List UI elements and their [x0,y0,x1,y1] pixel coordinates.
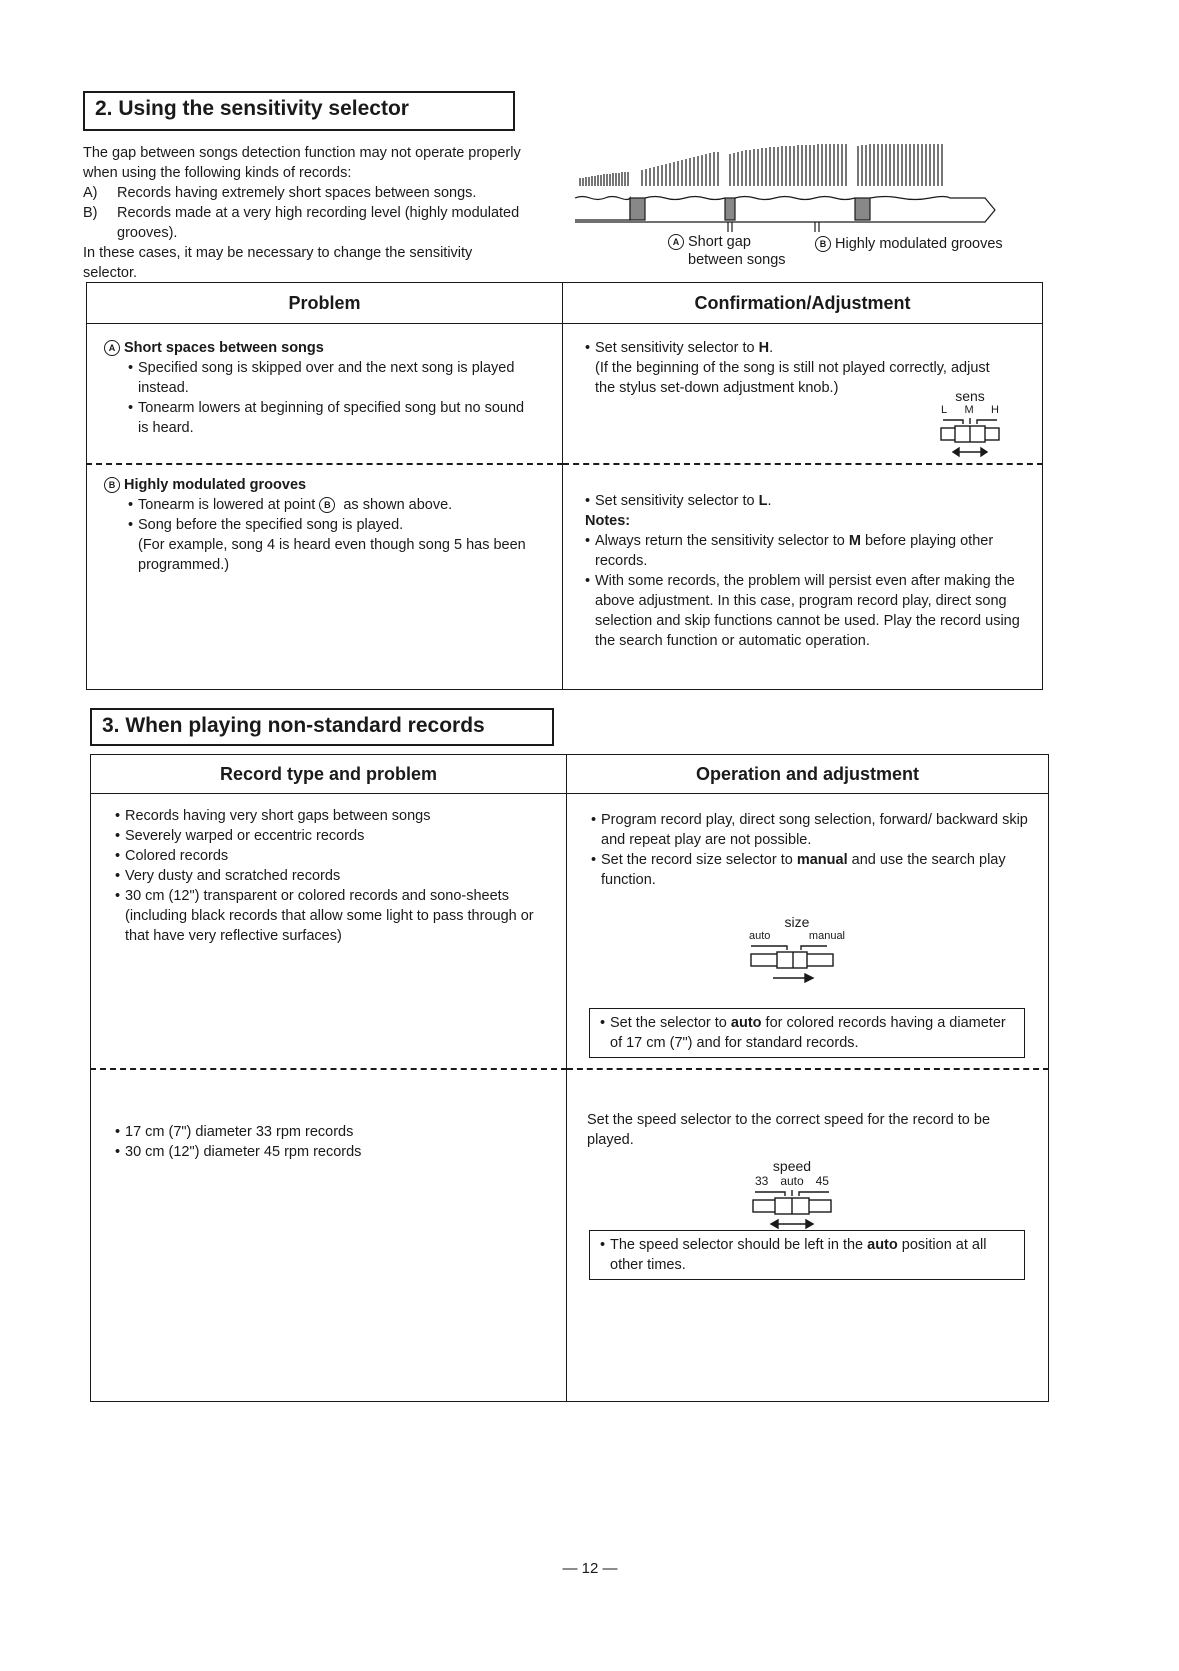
section-2-intro [83,143,523,283]
size-label: size [784,914,810,930]
record-item: • Colored records [115,848,229,864]
box-prefix: Set the selector to [610,1015,731,1031]
record-text: Colored records [125,848,229,864]
problem-a-title: Short spaces between songs [124,340,324,356]
note1-bold: M [848,532,861,549]
diagram-label-b [815,235,1045,253]
groove-lines-mid [642,152,718,186]
record-item: • Severely warped or eccentric records [115,828,365,844]
sens-m: M [964,404,974,416]
size-selector [747,914,847,992]
record-text: Severely warped or eccentric records [125,828,365,844]
size-note-box: • Set the selector to auto for colored records having a diameter of 17 cm (7") and for standard records. [589,1008,1025,1058]
bullet-text: Tonearm lowers at beginning of specified song but no sound is heard. [138,400,525,436]
adjustment-cell-a [563,324,1043,464]
label-b-text: Highly modulated grooves [835,236,1003,252]
speed-label: speed [772,1157,812,1174]
label-a-line2: between songs [688,252,786,268]
problem-b-title-row [104,475,562,495]
adjust-a-suffix: . [769,340,774,356]
record-text: 30 cm (12") transparent or colored records and sono-sheets (including black records that allow some light to pass through or that have very reflective surfaces) [125,888,534,944]
adjust-a-prefix: Set sensitivity selector to [595,340,759,356]
box-suffix: position at all other times. [610,1236,987,1273]
sens-selector [935,388,1005,466]
section-2-title: 2. Using the sensitivity selector [83,91,515,131]
operation-item: • Program record play, direct song selection, forward/ backward skip and repeat play are not possible. [591,812,1028,848]
record-text: 17 cm (7") diameter 33 rpm records [125,1123,354,1140]
sens-h: H [991,404,999,416]
note1-prefix: Always return the sensitivity selector to [595,532,849,549]
speed-note-box: • The speed selector should be left in the auto position at all other times. [589,1230,1025,1280]
adjust-a-line: • Set sensitivity selector to H. [585,340,774,356]
adjust-b-suffix: . [767,492,772,509]
sens-positions [935,404,1005,416]
record-text: Very dusty and scratched records [125,868,341,884]
problem-a-bullet: • Specified song is skipped over and the next song is played instead. [128,358,532,398]
groove-lines-end [858,144,942,186]
sens-switch-icon [935,416,1005,460]
speed-auto: auto [780,1173,804,1188]
note1-suffix: before playing other records. [595,532,994,569]
list-key: B) [83,205,98,221]
op2-suffix: and use the search play function. [601,852,1006,888]
col-header-problem: Problem [87,283,563,324]
size-positions [747,930,847,942]
operation-text: Program record play, direct song selection, forward/ backward skip and repeat play are not possible. [601,812,1028,848]
list-text: Records having extremely short spaces between songs. [117,185,477,201]
circled-a-icon: A [104,340,120,356]
record-item: • Very dusty and scratched records [115,868,341,884]
operation-item: • Set the record size selector to manual and use the search play function. [591,852,1006,888]
speed-45: 45 [815,1173,829,1188]
operation-cell-2 [567,1069,1049,1402]
speed-switch-icon [747,1188,837,1232]
col-header-adjustment: Confirmation/Adjustment [563,283,1043,324]
intro-text: The gap between songs detection function may not operate properly when using the following kinds of records: [83,145,521,181]
problem-cell-a [87,324,563,464]
bullet-text: Song before the specified song is played. [138,516,404,533]
size-switch-icon [747,942,847,986]
record-text: Records having very short gaps between songs [125,808,431,824]
op2-bold: manual [796,852,848,868]
box-prefix: The speed selector should be left in the [610,1236,868,1253]
bullet-suffix: as shown above. [339,496,453,513]
box-bold: auto [730,1015,762,1031]
note-item: • Always return the sensitivity selector to M before playing other records. [585,532,994,569]
record-type-cell-2 [91,1069,567,1402]
intro-outro: In these cases, it may be necessary to change the sensitivity selector. [83,245,473,281]
size-auto: auto [749,930,771,942]
adjust-a-bold: H [758,340,770,356]
problem-b-bullet: • Song before the specified song is played. [128,516,404,533]
sens-l: L [941,404,948,416]
problem-b-bullet: • Tonearm is lowered at point B as shown above. [128,496,453,513]
circled-b-icon: B [319,497,335,513]
adjustment-cell-b [563,464,1043,690]
non-standard-table [90,754,1049,1402]
problem-cell-b [87,464,563,690]
record-type-cell-1 [91,794,567,1069]
bullet-prefix: Tonearm is lowered at point [138,496,320,513]
sens-label: sens [955,388,985,404]
intro-list-item [83,183,523,203]
speed-positions [747,1174,837,1188]
size-manual: manual [808,930,845,942]
groove-diagram [570,140,1030,240]
col-header-record-type: Record type and problem [91,755,567,794]
bullet-text: Specified song is skipped over and the next song is played instead. [138,360,515,396]
note2-text: With some records, the problem will persist even after making the above adjustment. In this case, program record play, direct song selection and skip functions cannot be used. Play the record using the search function or automatic operation. [595,572,1020,649]
record-text: 30 cm (12") diameter 45 rpm records [125,1143,362,1160]
operation-cell-1 [567,794,1049,1069]
notes-title: Notes: [585,512,631,529]
record-item: • Records having very short gaps between songs [115,808,431,824]
note-item: • With some records, the problem will persist even after making the above adjustment. In this case, program record play, direct song selection and skip functions cannot be used. Play the record using the search function or automatic operation. [585,571,1022,651]
list-key: A) [83,185,98,201]
box-suffix: for colored records having a diameter of 17 cm (7") and for standard records. [610,1015,1006,1051]
circled-b-icon: B [815,236,831,252]
label-a-line1: Short gap [688,234,751,250]
circled-a-icon: A [668,234,684,250]
page-number: — 12 — [562,1560,618,1577]
intro-list-item [83,203,523,243]
speed-33: 33 [755,1173,769,1188]
adjust-b-bold: L [758,492,768,509]
circled-b-icon: B [104,477,120,493]
adjust-b-prefix: Set sensitivity selector to [595,492,759,509]
col-header-operation: Operation and adjustment [567,755,1049,794]
problem-b-example: (For example, song 4 is heard even though song 5 has been programmed.) [138,536,526,573]
record-item: • 17 cm (7") diameter 33 rpm records [115,1123,354,1140]
problem-b-title: Highly modulated grooves [124,476,307,493]
adjust-b-line: • Set sensitivity selector to L. [585,492,772,509]
section-3-title: 3. When playing non-standard records [90,708,554,746]
groove-lines-short [580,172,628,186]
record-item: • 30 cm (12") diameter 45 rpm records [115,1143,362,1160]
speed-selector [747,1158,837,1238]
sensitivity-table [86,282,1043,690]
speed-operation-text: Set the speed selector to the correct speed for the record to be played. [587,1111,991,1148]
record-item: • 30 cm (12") transparent or colored records and sono-sheets (including black records that allow some light to pass through or that have very reflective surfaces) [115,886,536,946]
groove-lines-high [730,144,846,186]
box-bold: auto [867,1236,898,1253]
op2-prefix: Set the record size selector to [601,852,797,868]
problem-a-title-row [104,338,562,358]
problem-a-bullet: • Tonearm lowers at beginning of specified song but no sound is heard. [128,398,532,438]
list-text: Records made at a very high recording level (highly modulated grooves). [117,205,520,241]
adjust-a-note: (If the beginning of the song is still not played correctly, adjust the stylus set-down adjustment knob.) [595,360,990,396]
diagram-label-a [668,233,818,269]
